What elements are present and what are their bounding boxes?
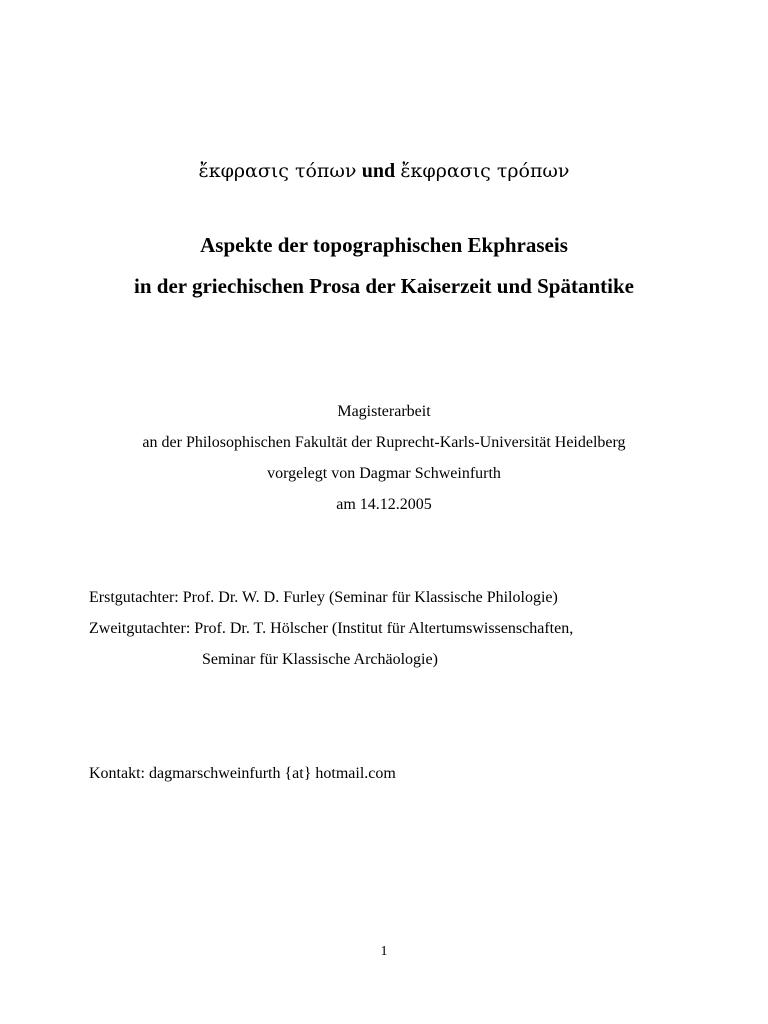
thesis-type: Magisterarbeit [337,403,431,420]
greek-title-conjunction: und [361,160,396,182]
thesis-faculty: an der Philosophischen Fakultät der Ruprecht-Karls-Universität Heidelberg [142,434,626,451]
greek-title-part2: ἔκφρασις τρόπων [400,160,570,182]
title-line-2: in der griechischen Prosa der Kaiserzeit und Spätantike [134,274,634,298]
contact-info: Kontakt: dagmarschweinfurth {at} hotmail.com [89,765,396,782]
second-reviewer-line-1: Zweitgutachter: Prof. Dr. T. Hölscher (Institut für Altertumswissenschaften, [89,620,574,637]
title-line-1: Aspekte der topographischen Ekphraseis [200,233,568,257]
thesis-author: vorgelegt von Dagmar Schweinfurth [267,465,501,482]
thesis-date: am 14.12.2005 [336,496,432,513]
greek-title [0,158,768,183]
page-number: 1 [380,944,388,959]
second-reviewer-line-2: Seminar für Klassische Archäologie) [202,651,438,668]
first-reviewer: Erstgutachter: Prof. Dr. W. D. Furley (Seminar für Klassische Philologie) [89,589,558,606]
greek-title-part1: ἔκφρασις τόπων [198,160,357,182]
